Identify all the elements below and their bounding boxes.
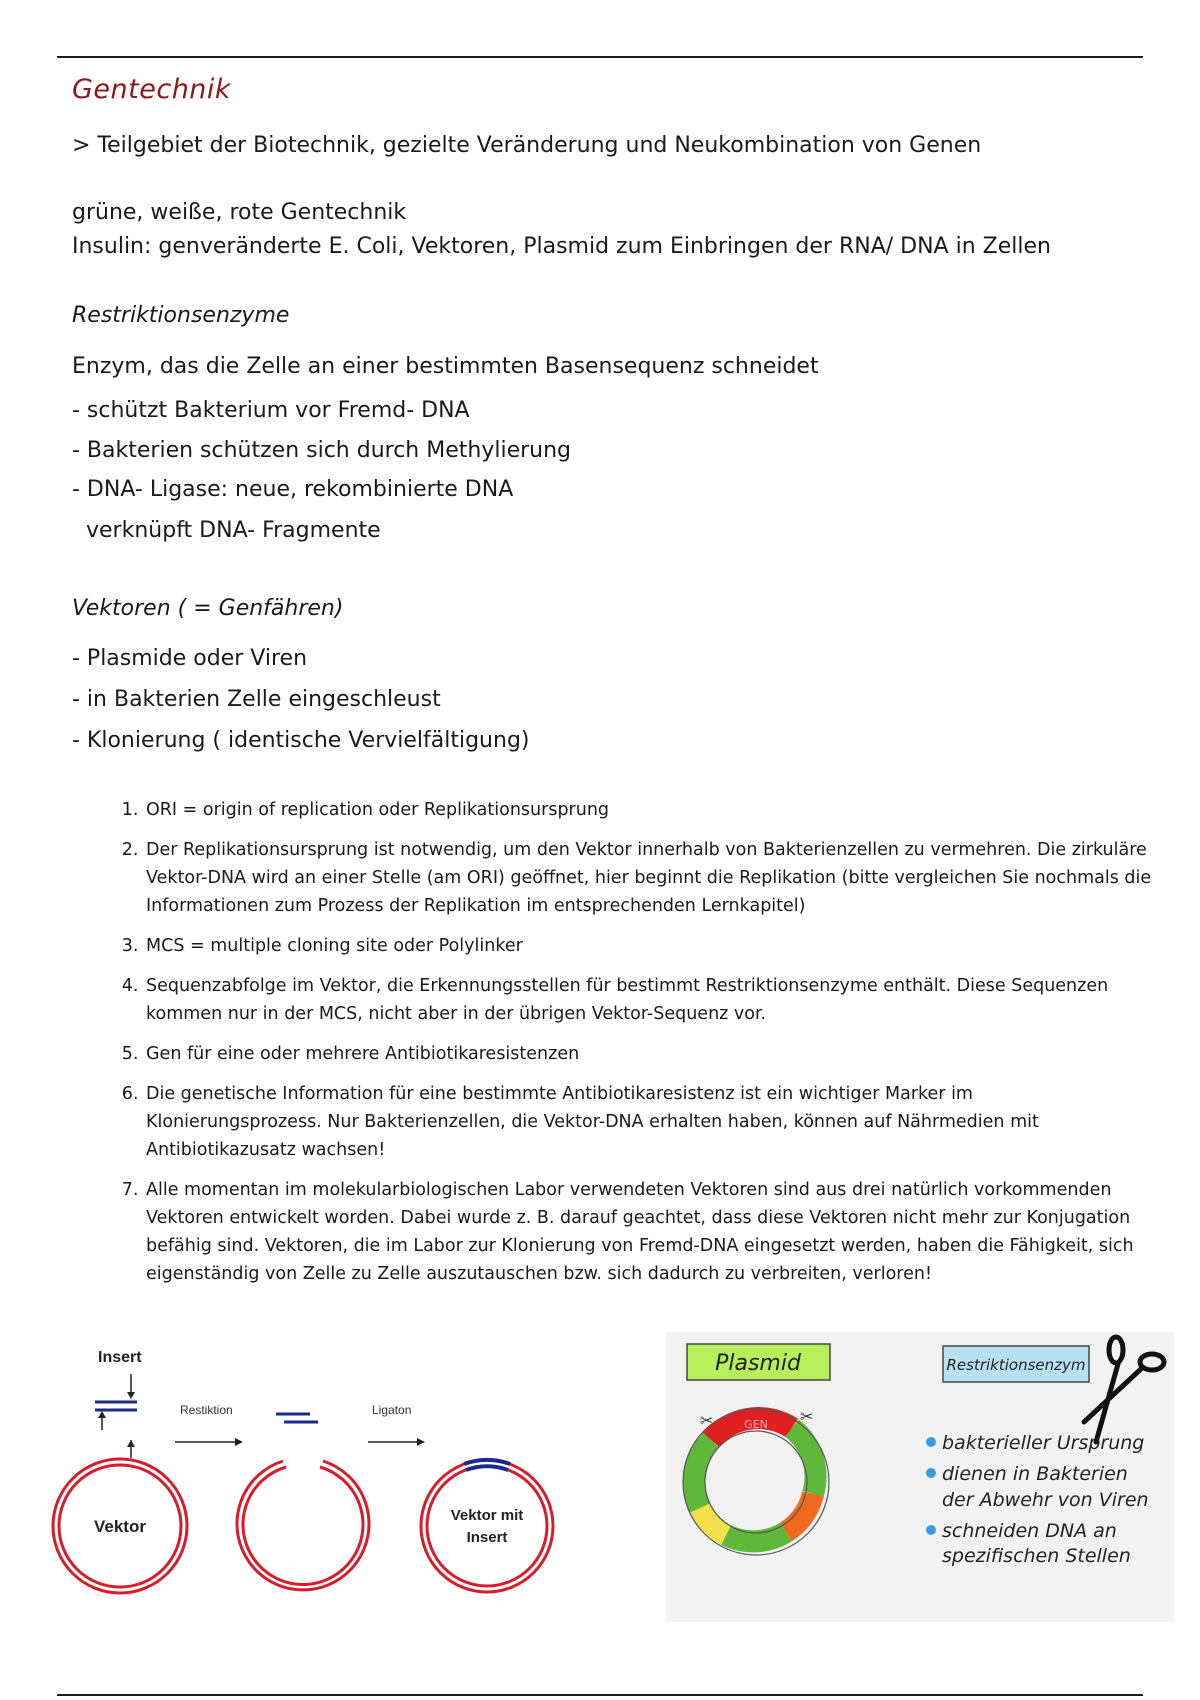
enzyme-bullet: der Abwehr von Viren bbox=[942, 1489, 1149, 1511]
plasmid-ring bbox=[694, 1418, 815, 1541]
plasmid-sketch-drawing bbox=[666, 1332, 1174, 1622]
enzyme-bullet: bakterieller Ursprung bbox=[942, 1432, 1145, 1454]
arrow-icon bbox=[235, 1438, 243, 1446]
restriction-bullet: verknüpft DNA- Fragmente bbox=[86, 518, 381, 543]
restriction-bullet: - schützt Bakterium vor Fremd- DNA bbox=[72, 398, 470, 423]
insert-label: Insert bbox=[98, 1349, 142, 1366]
scissors-icon: ✂ bbox=[800, 1407, 814, 1426]
vectors-bullet: - Klonierung ( identische Vervielfältigung) bbox=[72, 728, 530, 753]
gene-label: GEN bbox=[744, 1418, 768, 1431]
vectors-heading: Vektoren ( = Genfähren) bbox=[72, 596, 344, 621]
list-item: 1. ORI = origin of replication oder Replikationsursprung bbox=[144, 796, 1154, 824]
enzyme-bullet: dienen in Bakterien bbox=[942, 1463, 1128, 1485]
top-rule bbox=[57, 56, 1143, 58]
restriction-arrow-label: Restiktion bbox=[180, 1403, 233, 1417]
opened-vector-ring bbox=[243, 1467, 363, 1585]
notes-list bbox=[112, 796, 1154, 1300]
arrow-icon bbox=[127, 1392, 135, 1399]
ring-segment bbox=[700, 1508, 726, 1535]
scissors-icon bbox=[1084, 1337, 1164, 1442]
arrow-icon bbox=[98, 1411, 106, 1418]
list-item: 7. Alle momentan im molekularbiologischen Labor verwendeten Vektoren sind aus drei natürlich vorkommenden Vektoren entwickelt worden. Dabei wurde z. B. darauf geachtet, dass diese Vektoren nicht mehr zur Konjugation befähig sind. Vektoren, die im Labor zur Klonierung von Fremd-DNA eingesetzt werden, haben die Fähigkeit, sich eigenständig von Zelle zu Zelle auszutauschen bzw. sich dadurch zu verbreiten, verloren! bbox=[144, 1176, 1154, 1288]
list-item: 2. Der Replikationsursprung ist notwendig, um den Vektor innerhalb von Bakterienzellen zu vermehren. Die zirkuläre Vektor-DNA wird an einer Stelle (am ORI) geöffnet, hier beginnt die Replikation (bitte vergleichen Sie nochmals die Informationen zum Prozess der Replikation im entsprechenden Lernkapitel) bbox=[144, 836, 1154, 920]
opened-vector-ring bbox=[237, 1461, 369, 1590]
plasmid-label: Plasmid bbox=[715, 1351, 801, 1376]
restriction-heading: Restriktionsenzyme bbox=[72, 303, 290, 328]
arrow-icon bbox=[417, 1438, 425, 1446]
intro-line: > Teilgebiet der Biotechnik, gezielte Veränderung und Neukombination von Genen bbox=[72, 133, 982, 158]
insert-segment bbox=[466, 1466, 508, 1470]
vector-insert-label: Vektor mit bbox=[450, 1507, 524, 1524]
insert-segment bbox=[464, 1460, 510, 1464]
scissors-icon: ✂ bbox=[700, 1411, 714, 1430]
ligation-arrow-label: Ligaton bbox=[372, 1403, 412, 1417]
enzyme-label: Restriktionsenzym bbox=[946, 1356, 1086, 1374]
vector-insert-label: Insert bbox=[466, 1529, 508, 1546]
bottom-rule bbox=[57, 1694, 1143, 1696]
recombinant-ring bbox=[427, 1466, 547, 1586]
bullet-dot bbox=[926, 1525, 936, 1535]
list-item: 5. Gen für eine oder mehrere Antibiotikaresistenzen bbox=[144, 1040, 1154, 1068]
insulin-line: Insulin: genveränderte E. Coli, Vektoren, Plasmid zum Einbringen der RNA/ DNA in Zellen bbox=[72, 234, 1051, 259]
bullet-dot bbox=[926, 1437, 936, 1447]
ring-segment bbox=[694, 1440, 711, 1508]
arrow-icon bbox=[127, 1440, 135, 1447]
enzyme-bullet: spezifischen Stellen bbox=[942, 1545, 1131, 1567]
plasmid-sketch bbox=[666, 1332, 1174, 1622]
vector-label: Vektor bbox=[94, 1517, 146, 1536]
recombinant-ring bbox=[421, 1460, 553, 1592]
ring-outline bbox=[705, 1431, 807, 1533]
ring-segment bbox=[792, 1428, 815, 1494]
list-item: 6. Die genetische Information für eine bestimmte Antibiotikaresistenz ist ein wichtiger Marker im Klonierungsprozess. Nur Bakterienzellen, die Vektor-DNA erhalten haben, können auf Nährmedien mit Antibiotikazusatz wachsen! bbox=[144, 1080, 1154, 1164]
vectors-bullet: - in Bakterien Zelle eingeschleust bbox=[72, 687, 441, 712]
enzyme-bullet: schneiden DNA an bbox=[942, 1520, 1117, 1542]
vectors-bullet: - Plasmide oder Viren bbox=[72, 646, 308, 671]
list-item: 3. MCS = multiple cloning site oder Polylinker bbox=[144, 932, 1154, 960]
bullet-dot bbox=[926, 1468, 936, 1478]
restriction-definition: Enzym, das die Zelle an einer bestimmten Basensequenz schneidet bbox=[72, 354, 819, 379]
restriction-bullet: - Bakterien schützen sich durch Methylierung bbox=[72, 438, 571, 463]
cloning-diagram bbox=[40, 1330, 620, 1610]
ring-segment bbox=[786, 1494, 813, 1532]
restriction-bullet: - DNA- Ligase: neue, rekombinierte DNA bbox=[72, 477, 514, 502]
page-title: Gentechnik bbox=[72, 74, 232, 105]
list-item: 4. Sequenzabfolge im Vektor, die Erkennungsstellen für bestimmt Restriktionsenzyme enthält. Diese Sequenzen kommen nur in der MCS, nicht aber in der übrigen Vektor-Sequenz vor. bbox=[144, 972, 1154, 1028]
types-line: grüne, weiße, rote Gentechnik bbox=[72, 200, 407, 225]
